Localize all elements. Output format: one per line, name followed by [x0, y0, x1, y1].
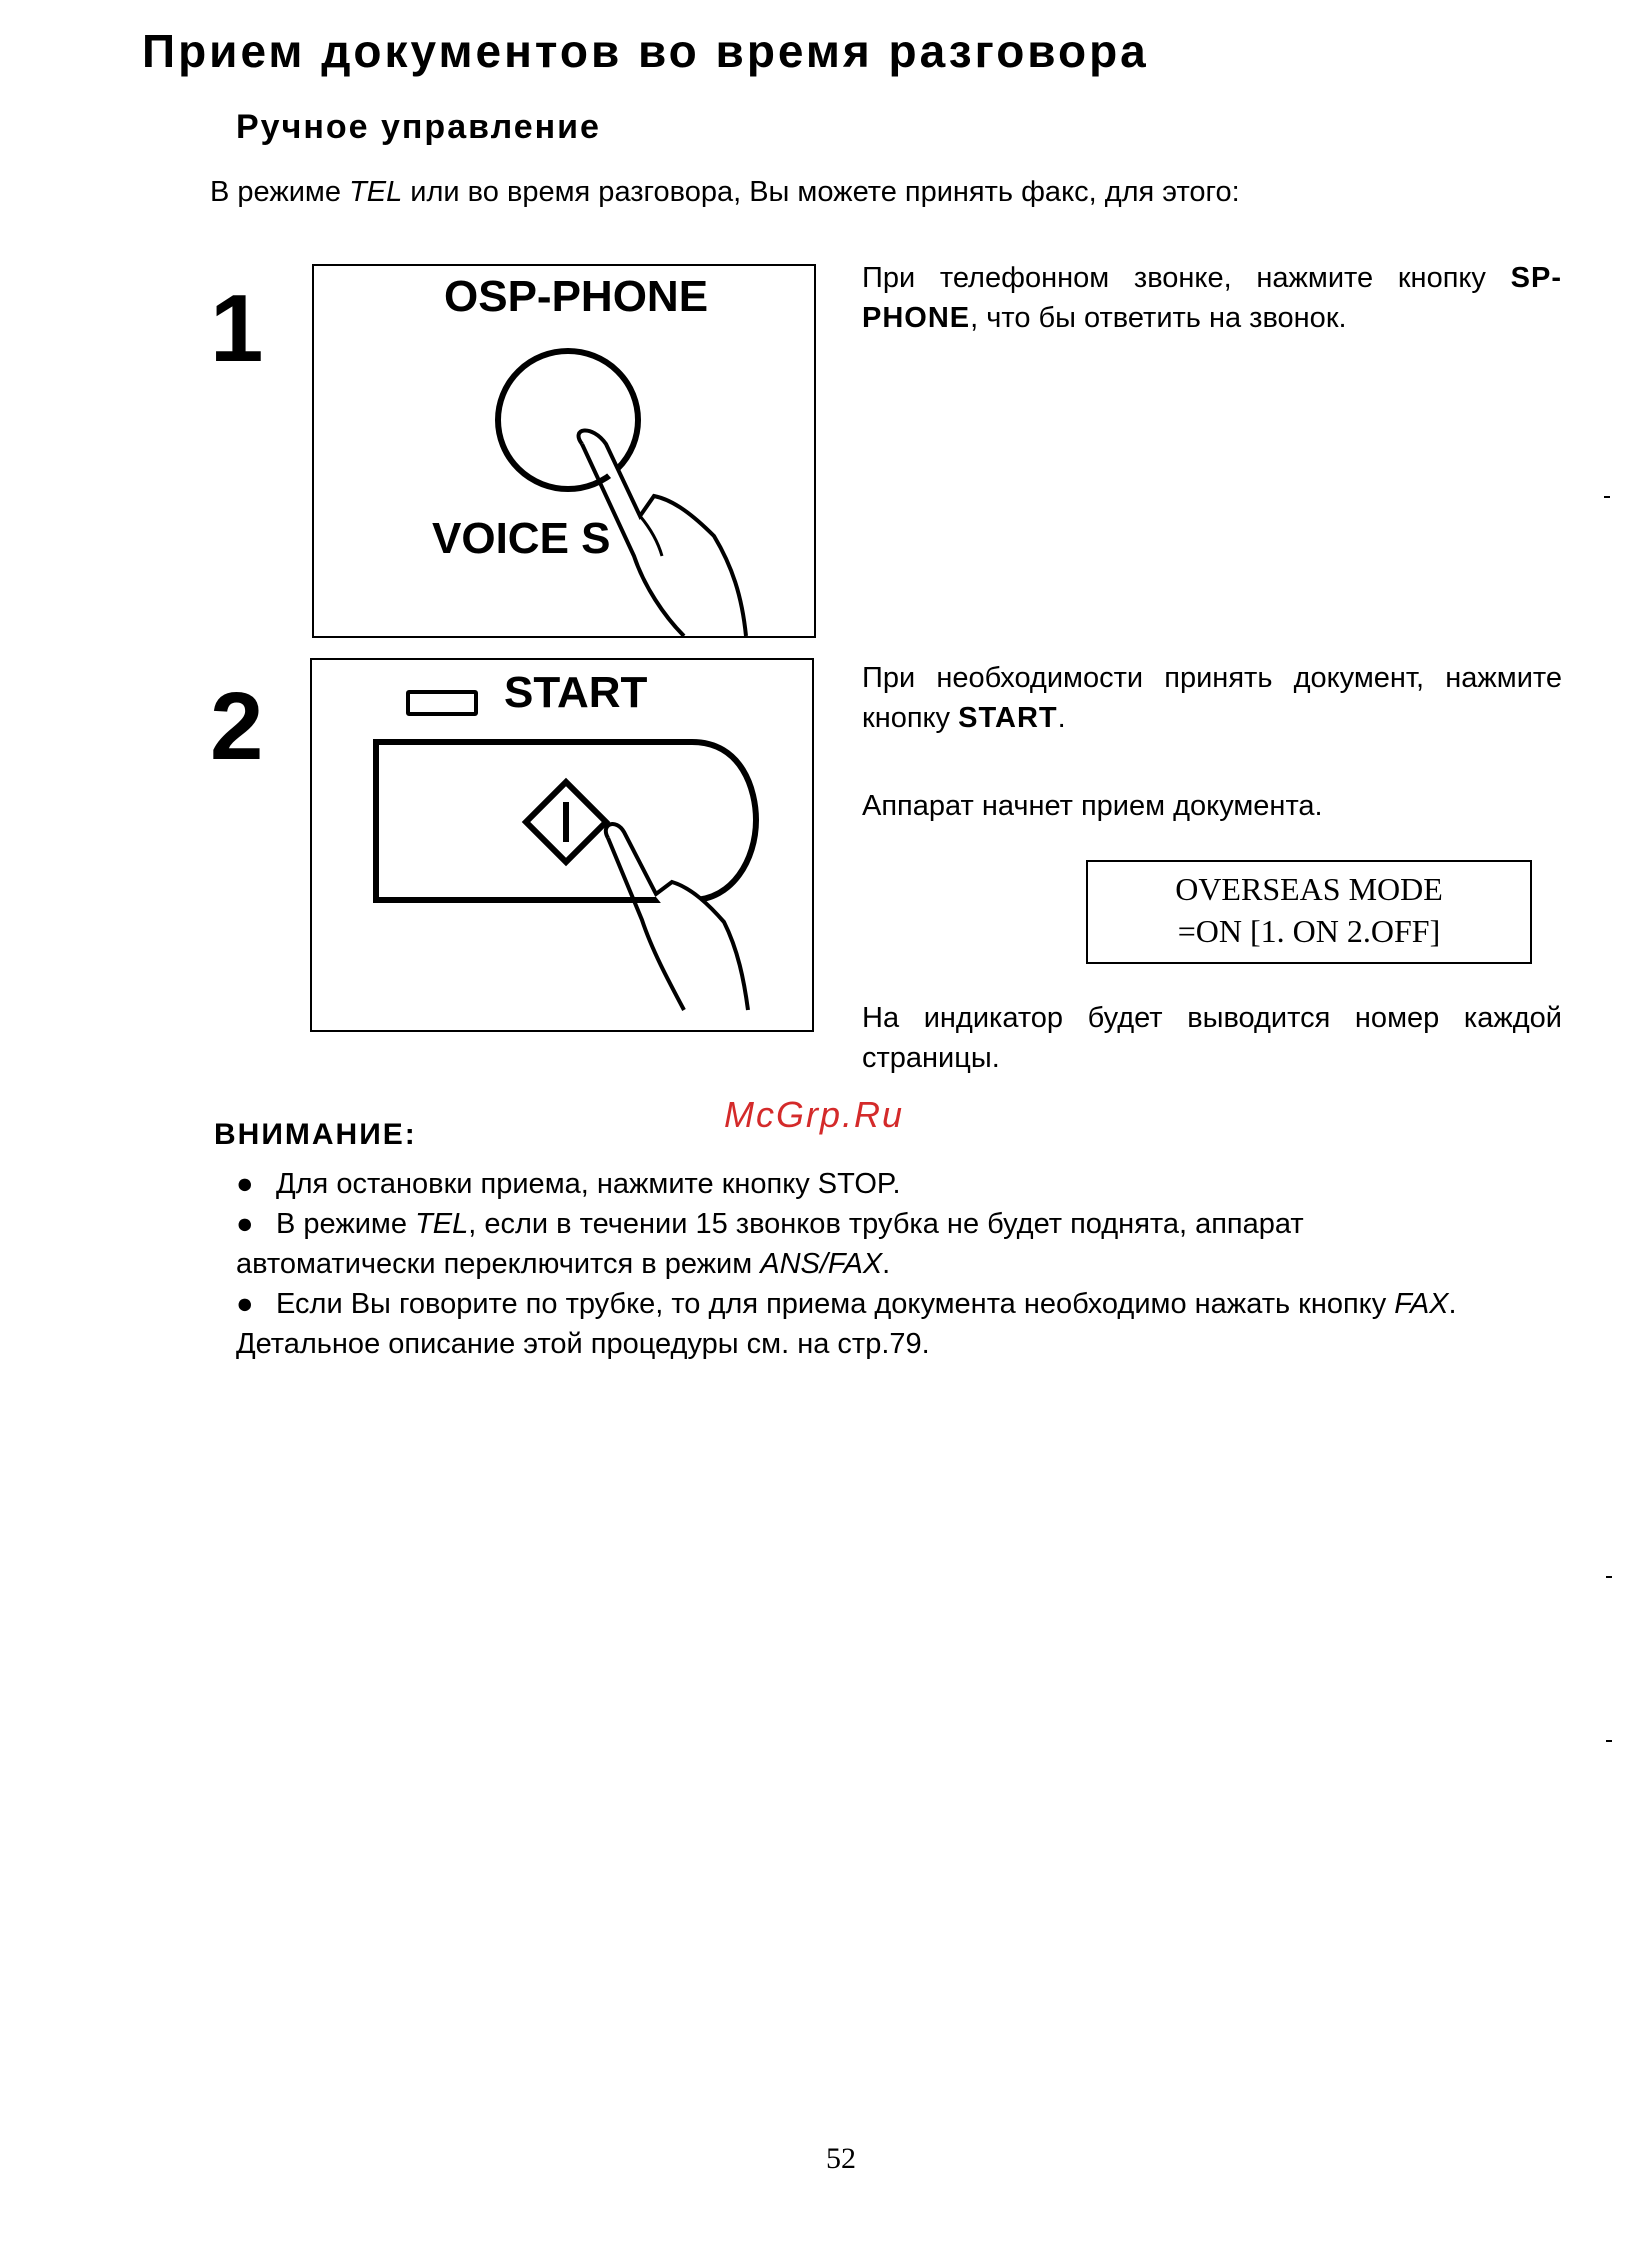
step-2-text-before: При необходимости принять документ, нажмите кнопку: [862, 662, 1562, 734]
page-title: Прием документов во время разговора: [142, 25, 1149, 77]
step-1-button-name: SP-PHONE: [862, 262, 1562, 334]
sp-phone-figure: [312, 264, 816, 638]
scan-speck: [1604, 496, 1610, 498]
step-2-number: 2: [210, 673, 264, 780]
step-1-text-before: При телефонном звонке, нажмите кнопку: [862, 262, 1511, 294]
step-1-text-after: , что бы ответить на звонок.: [970, 302, 1347, 334]
note-2-mode: TEL: [415, 1208, 469, 1240]
attention-heading: ВНИМАНИЕ:: [214, 1118, 417, 1151]
page-number: 52: [826, 2142, 856, 2175]
scan-speck: [1606, 1576, 1612, 1578]
step-2-description: [862, 658, 1562, 738]
section-subtitle: Ручное управление: [236, 108, 601, 146]
finger-press-icon: [314, 266, 814, 636]
intro-text-before: В режиме: [210, 176, 350, 208]
step-2-indicator-text: На индикатор будет выводится номер каждой страницы.: [862, 1002, 1562, 1074]
note-2-text-before: В режиме: [276, 1208, 416, 1240]
watermark: McGrp.Ru: [724, 1094, 905, 1135]
start-label: START: [504, 668, 648, 717]
note-3-text-after: . Детальное описание этой процедуры см. на стр.79.: [236, 1288, 1457, 1360]
start-button-icon: [312, 660, 812, 1030]
lcd-display: [1086, 860, 1532, 964]
bullet-icon: ●: [236, 1208, 254, 1240]
voice-label: VOICE S: [432, 514, 611, 563]
lcd-line-2: =ON [1. ON 2.OFF]: [1177, 913, 1441, 949]
scan-speck: [1606, 1740, 1612, 1742]
intro-text-after: или во время разговора, Вы можете принять факс, для этого:: [402, 176, 1240, 208]
intro-mode: TEL: [349, 176, 403, 208]
step-2-text-after: .: [1057, 702, 1066, 734]
start-figure: [310, 658, 814, 1032]
sp-phone-label: OSP-PHONE: [444, 272, 709, 321]
note-2-text-middle: , если в течении 15 звонков трубка не будет поднята, аппарат автоматически переключится в режим: [236, 1208, 1304, 1280]
note-1-text: Для остановки приема, нажмите кнопку STOP.: [276, 1168, 901, 1200]
note-3-button-name: FAX: [1394, 1288, 1449, 1320]
note-3: [236, 1284, 1486, 1364]
note-1: [236, 1164, 1486, 1204]
step-1-description: [862, 258, 1562, 338]
note-2-mode-2: ANS/FAX: [760, 1248, 883, 1280]
bullet-icon: ●: [236, 1288, 254, 1320]
note-2: [236, 1204, 1486, 1284]
note-2-text-after: .: [882, 1248, 891, 1280]
bullet-icon: ●: [236, 1168, 254, 1200]
note-3-text-before: Если Вы говорите по трубке, то для приема документа необходимо нажать кнопку: [276, 1288, 1395, 1320]
step-2-button-name: START: [958, 702, 1058, 734]
step-1-number: 1: [210, 275, 264, 382]
step-2-result-text: Аппарат начнет прием документа.: [862, 790, 1323, 822]
intro-paragraph: [210, 176, 1240, 209]
lcd-line-1: OVERSEAS MODE: [1175, 871, 1443, 907]
